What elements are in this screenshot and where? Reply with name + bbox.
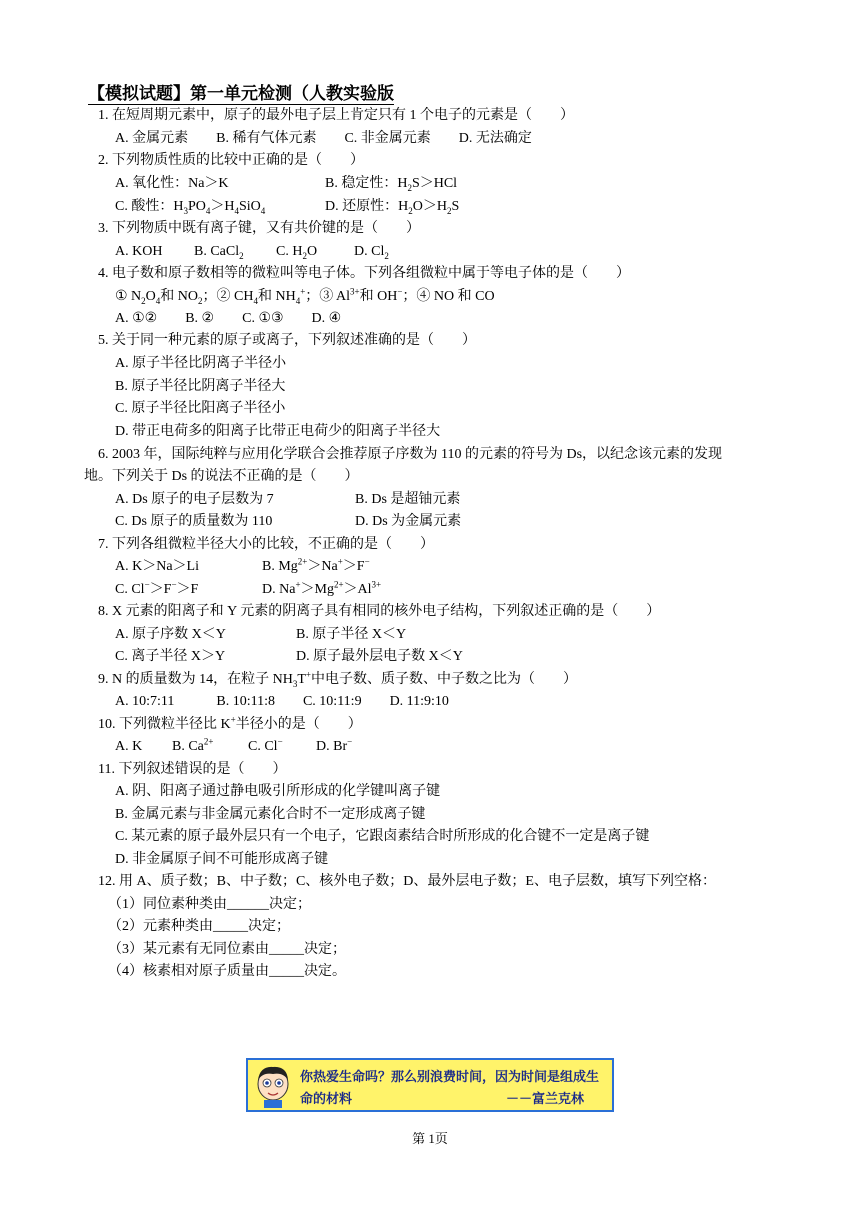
question-10-option-b: B. $Ca^{2+}$ [172, 736, 214, 754]
banner-quote-line-1: 你热爱生命吗？那么别浪费时间，因为时间是组成生 [300, 1070, 600, 1085]
question-2-option-c: C. 酸性：$H_3PO_4>H_4SiO_4$ [115, 199, 266, 216]
question-9-options: A. 10:7:11 B. 10:11:8 C. 10:11:9 D. 11:9:10 [115, 694, 449, 709]
question-12-blank-2: （2）元素种类由_____决定； [108, 919, 290, 934]
question-10-option-a: A. K [115, 739, 143, 754]
question-7-option-b: B. $Mg^{2+}>Na^+>F^-$ [262, 556, 370, 574]
question-5-option-a: A. 原子半径比阴离子半径小 [115, 356, 287, 371]
question-11-option-d: D. 非金属原子间不可能形成离子键 [115, 852, 329, 867]
question-8: 8. X 元素的阳离子和 Y 元素的阴离子具有相同的核外电子结构，下列叙述正确的是（ ） [98, 604, 661, 619]
question-8-option-c: C. 离子半径 X＞Y [115, 649, 226, 664]
question-11-option-c: C. 某元素的原子最外层只有一个电子，它跟卤素结合时所形成的化合键不一定是离子键 [115, 829, 650, 844]
question-3-option-b: B. CaCl$_2$ [194, 244, 244, 261]
question-11: 11. 下列叙述错误的是（ ） [98, 762, 287, 777]
banner-quote-line-2: 命的材料 [300, 1092, 353, 1107]
question-12-blank-1: （1）同位素种类由______决定； [108, 897, 311, 912]
question-12-blank-4: （4）核素相对原子质量由_____决定。 [108, 964, 346, 979]
question-10-option-c: C. Cl− [248, 736, 283, 754]
question-3-option-c: C. $H_2O$ [276, 244, 318, 261]
question-4-items: ① $N_2O_4$和 $NO_2$；② $CH_4$和 $NH_4^+$；③ $Al^{3+}$和 OH−；④ NO 和 CO [115, 286, 495, 306]
question-2-option-a: A. 氧化性：Na＞K [115, 176, 229, 191]
question-3: 3. 下列物质中既有离子键，又有共价键的是（ ） [98, 221, 420, 236]
question-6-option-c: C. Ds 原子的质量数为 110 [115, 514, 273, 529]
question-9: 9. N 的质量数为 14，在粒子 $NH_3T^+$中电子数、质子数、中子数之比为（ ） [98, 669, 577, 689]
banner-quote-author: －－富兰克林 [506, 1092, 585, 1107]
question-11-option-b: B. 金属元素与非金属元素化合时不一定形成离子键 [115, 807, 426, 822]
question-6-line-1: 6. 2003 年，国际纯粹与应用化学联合会推荐原子序数为 110 的元素的符号为 Ds，以纪念该元素的发现 [98, 447, 723, 462]
cartoon-boy-icon [250, 1062, 296, 1108]
question-10: 10. 下列微粒半径比 K+半径小的是（ ） [98, 714, 362, 732]
question-5-option-b: B. 原子半径比阴离子半径大 [115, 379, 286, 394]
question-7-option-a: A. K＞Na＞Li [115, 559, 199, 574]
question-10-option-d: D. Br− [316, 736, 353, 754]
question-3-option-a: A. KOH [115, 244, 163, 259]
question-7-option-c: C. Cl−＞F−＞F [115, 579, 199, 597]
question-12: 12. 用 A、质子数；B、中子数；C、核外电子数；D、最外层电子数；E、电子层数，填写下列空格： [98, 874, 716, 889]
page-number: 第 1页 [412, 1131, 448, 1146]
page-title: 【模拟试题】第一单元检测（人教实验版 [88, 84, 394, 103]
question-8-option-d: D. 原子最外层电子数 X＜Y [296, 649, 463, 664]
question-4: 4. 电子数和原子数相等的微粒叫等电子体。下列各组微粒中属于等电子体的是（ ） [98, 266, 630, 281]
question-12-blank-3: （3）某元素有无同位素由_____决定； [108, 942, 346, 957]
question-11-option-a: A. 阴、阳离子通过静电吸引所形成的化学键叫离子键 [115, 784, 441, 799]
question-6-option-d: D. Ds 为金属元素 [355, 514, 462, 529]
question-8-option-a: A. 原子序数 X＜Y [115, 627, 226, 642]
question-2-option-d: D. 还原性：$H_2O>H_2S$ [325, 199, 460, 216]
question-5-option-c: C. 原子半径比阳离子半径小 [115, 401, 286, 416]
question-5-option-d: D. 带正电荷多的阳离子比带正电荷少的阳离子半径大 [115, 424, 441, 439]
question-7: 7. 下列各组微粒半径大小的比较，不正确的是（ ） [98, 537, 434, 552]
question-1-options: A. 金属元素 B. 稀有气体元素 C. 非金属元素 D. 无法确定 [115, 131, 532, 146]
question-2-option-b: B. 稳定性：$H_2S>HCl$ [325, 176, 458, 193]
question-1: 1. 在短周期元素中，原子的最外电子层上肯定只有 1 个电子的元素是（ ） [98, 108, 574, 123]
question-8-option-b: B. 原子半径 X＜Y [296, 627, 407, 642]
question-6-option-a: A. Ds 原子的电子层数为 7 [115, 492, 274, 507]
question-4-options: A. ①② B. ② C. ①③ D. ④ [115, 311, 342, 326]
question-2: 2. 下列物质性质的比较中正确的是（ ） [98, 153, 364, 168]
question-6-line-2: 地。下列关于 Ds 的说法不正确的是（ ） [84, 469, 359, 484]
question-3-option-d: D. $Cl_2$ [354, 244, 389, 261]
question-7-option-d: D. $Na^+>Mg^{2+}>Al^{3+}$ [262, 579, 382, 597]
quote-banner [246, 1058, 614, 1112]
question-6-option-b: B. Ds 是超铀元素 [355, 492, 461, 507]
question-5: 5. 关于同一种元素的原子或离子，下列叙述准确的是（ ） [98, 333, 476, 348]
